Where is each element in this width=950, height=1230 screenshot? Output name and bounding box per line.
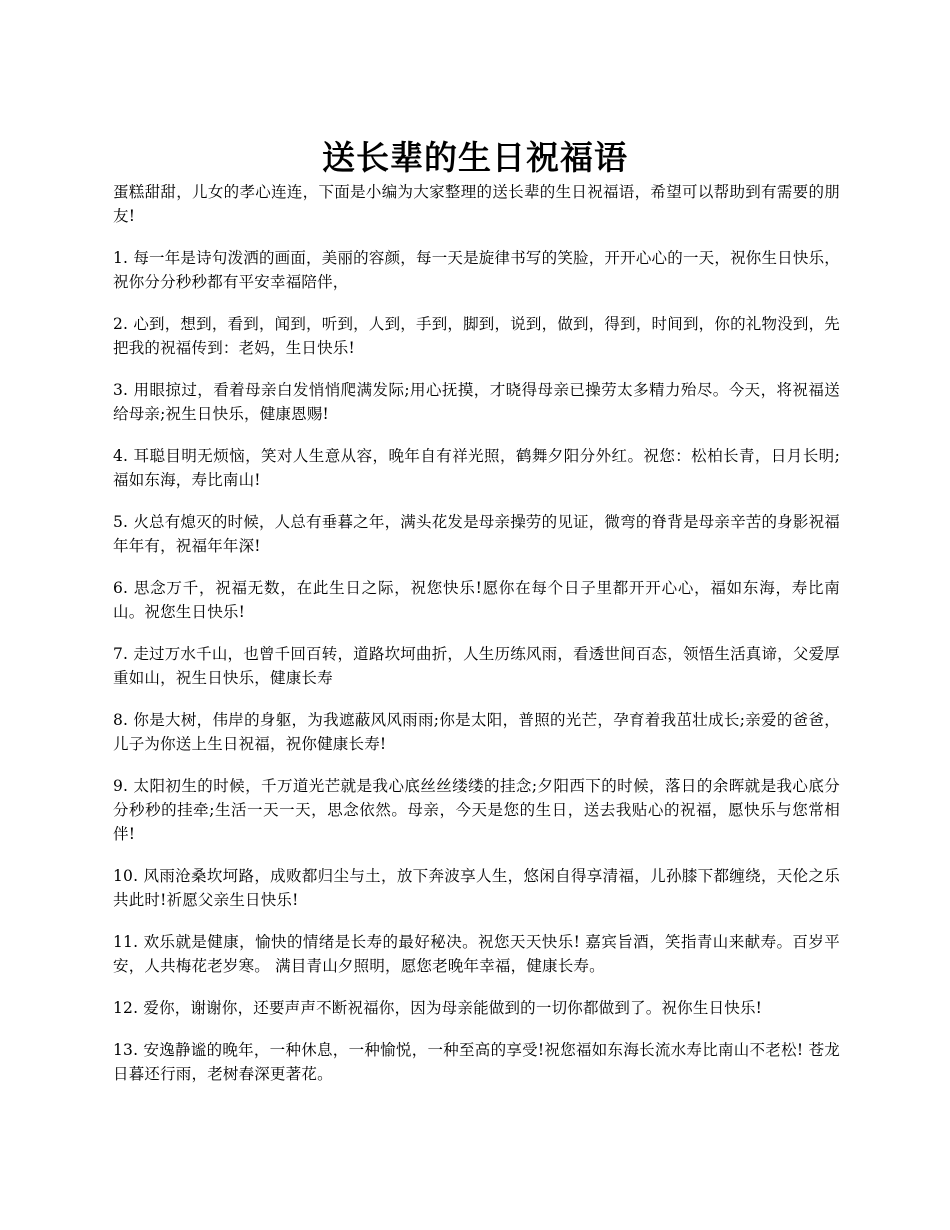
wish-item-12: 12. 爱你，谢谢你，还要声声不断祝福你，因为母亲能做到的一切你都做到了。祝你生日快乐! <box>113 999 763 1017</box>
wish-item-10: 10. 风雨沧桑坎坷路，成败都归尘与土，放下奔波享人生，悠闲自得享清福，儿孙膝下都缠绕，天伦之乐共此时!祈愿父亲生日快乐! <box>113 867 840 909</box>
document-title: 送长辈的生日祝福语 <box>322 138 628 178</box>
wish-item-6: 6. 思念万千，祝福无数，在此生日之际，祝您快乐!愿你在每个日子里都开开心心，福如东海，寿比南山。祝您生日快乐! <box>113 579 840 621</box>
wish-item-1: 1. 每一年是诗句泼洒的画面，美丽的容颜，每一天是旋律书写的笑脸，开开心心的一天，祝你生日快乐，祝你分分秒秒都有平安幸福陪伴， <box>113 249 840 291</box>
wish-item-7: 7. 走过万水千山，也曾千回百转，道路坎坷曲折，人生历练风雨，看透世间百态，领悟生活真谛，父爱厚重如山，祝生日快乐，健康长寿 <box>113 645 840 687</box>
document-body <box>113 180 840 1104</box>
wish-item-8: 8. 你是大树，伟岸的身躯，为我遮蔽风风雨雨;你是太阳，普照的光芒，孕育着我茁壮成长;亲爱的爸爸，儿子为你送上生日祝福，祝你健康长寿! <box>113 711 840 753</box>
wish-item-2: 2. 心到，想到，看到，闻到，听到，人到，手到，脚到，说到，做到，得到，时间到，你的礼物没到，先把我的祝福传到：老妈，生日快乐! <box>113 315 840 357</box>
wish-item-4: 4. 耳聪目明无烦恼，笑对人生意从容，晚年自有祥光照，鹤舞夕阳分外红。祝您：松柏长青，日月长明;福如东海，寿比南山! <box>113 447 840 489</box>
wish-item-3: 3. 用眼掠过，看着母亲白发悄悄爬满发际;用心抚摸，才晓得母亲已操劳太多精力殆尽。今天，将祝福送给母亲;祝生日快乐，健康恩赐! <box>113 381 840 423</box>
wish-item-11: 11. 欢乐就是健康，愉快的情绪是长寿的最好秘决。祝您天天快乐! 嘉宾旨酒，笑指青山来献寿。百岁平安，人共梅花老岁寒。 满目青山夕照明，愿您老晚年幸福，健康长寿。 <box>113 933 840 975</box>
intro-paragraph: 蛋糕甜甜，儿女的孝心连连，下面是小编为大家整理的送长辈的生日祝福语，希望可以帮助到有需要的朋友! <box>113 183 840 225</box>
wish-item-9: 9. 太阳初生的时候，千万道光芒就是我心底丝丝缕缕的挂念;夕阳西下的时候，落日的余晖就是我心底分分秒秒的挂牵;生活一天一天，思念依然。母亲，今天是您的生日，送去我贴心的祝福，愿快乐与您常相伴! <box>113 777 840 843</box>
wish-item-5: 5. 火总有熄灭的时候，人总有垂暮之年，满头花发是母亲操劳的见证，微弯的脊背是母亲辛苦的身影祝福年年有，祝福年年深! <box>113 513 840 555</box>
wish-item-13: 13. 安逸静谧的晚年，一种休息，一种愉悦，一种至高的享受!祝您福如东海长流水寿比南山不老松! 苍龙日暮还行雨，老树春深更著花。 <box>113 1041 840 1083</box>
